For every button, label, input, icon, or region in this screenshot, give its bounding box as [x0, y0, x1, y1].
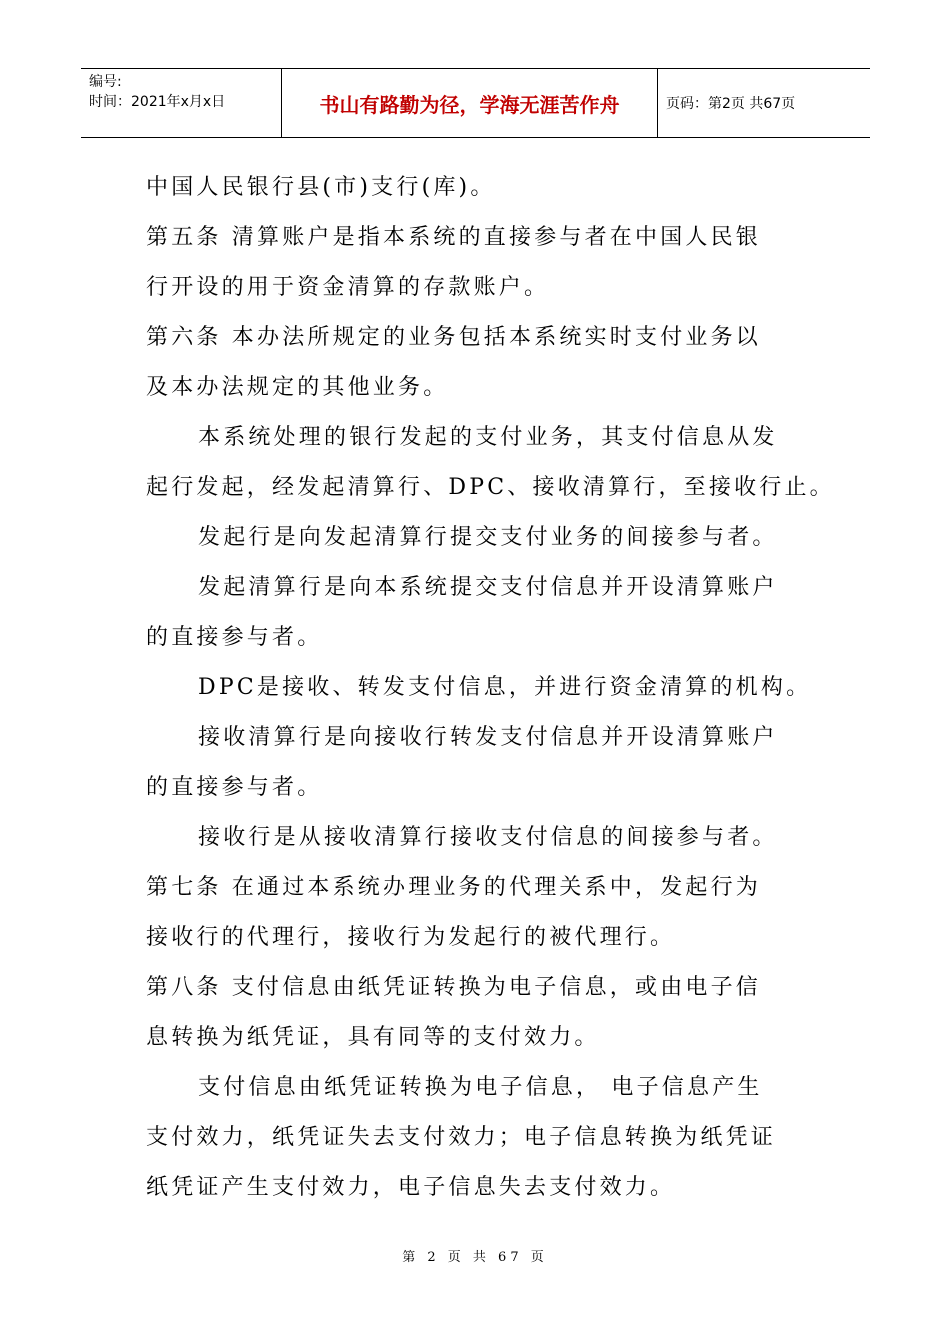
paragraph-line: 接收行是从接收清算行接收支付信息的间接参与者。 — [198, 825, 778, 850]
article-seven-line: 第七条 在通过本系统办理业务的代理关系中，发起行为 — [146, 875, 761, 900]
paragraph-line: 起行发起，经发起清算行、DPC、接收清算行，至接收行止。 — [146, 475, 835, 500]
paragraph-line: 接收清算行是向接收行转发支付信息并开设清算账户 — [198, 725, 778, 750]
paragraph-line: 中国人民银行县(市)支行(库)。 — [146, 175, 496, 200]
document-number-label: 编号: — [89, 74, 122, 90]
paragraph-line: 的直接参与者。 — [146, 775, 323, 800]
page-footer: 第 2 页 共 67 页 — [402, 1250, 548, 1265]
article-five-line: 第五条 清算账户是指本系统的直接参与者在中国人民银 — [146, 225, 761, 250]
paragraph-line: DPC是接收、转发支付信息，并进行资金清算的机构。 — [198, 675, 812, 700]
paragraph-line: 发起行是向发起清算行提交支付业务的间接参与者。 — [198, 525, 778, 550]
header-motto: 书山有路勤为径，学海无涯苦作舟 — [282, 69, 658, 137]
header-page-info: 页码：第2页 共67页 — [666, 96, 796, 112]
paragraph-line: 的直接参与者。 — [146, 625, 323, 650]
paragraph-line: 支付信息由纸凭证转换为电子信息， 电子信息产生 — [198, 1075, 763, 1100]
document-date: 时间：2021年x月x日 — [89, 94, 226, 110]
paragraph-line: 行开设的用于资金清算的存款账户。 — [146, 275, 550, 300]
paragraph-line: 接收行的代理行，接收行为发起行的被代理行。 — [146, 925, 676, 950]
header-meta — [81, 69, 282, 137]
paragraph-line: 纸凭证产生支付效力，电子信息失去支付效力。 — [146, 1175, 676, 1200]
article-eight-line: 第八条 支付信息由纸凭证转换为电子信息，或由电子信 — [146, 975, 761, 1000]
paragraph-line: 发起清算行是向本系统提交支付信息并开设清算账户 — [198, 575, 778, 600]
paragraph-line: 支付效力，纸凭证失去支付效力；电子信息转换为纸凭证 — [146, 1125, 777, 1150]
article-six-line: 第六条 本办法所规定的业务包括本系统实时支付业务以 — [146, 325, 761, 350]
page-header — [81, 68, 870, 138]
paragraph-line: 及本办法规定的其他业务。 — [146, 375, 449, 400]
paragraph-line: 本系统处理的银行发起的支付业务，其支付信息从发 — [198, 425, 778, 450]
document-body — [146, 163, 835, 1213]
paragraph-line: 息转换为纸凭证，具有同等的支付效力。 — [146, 1025, 600, 1050]
